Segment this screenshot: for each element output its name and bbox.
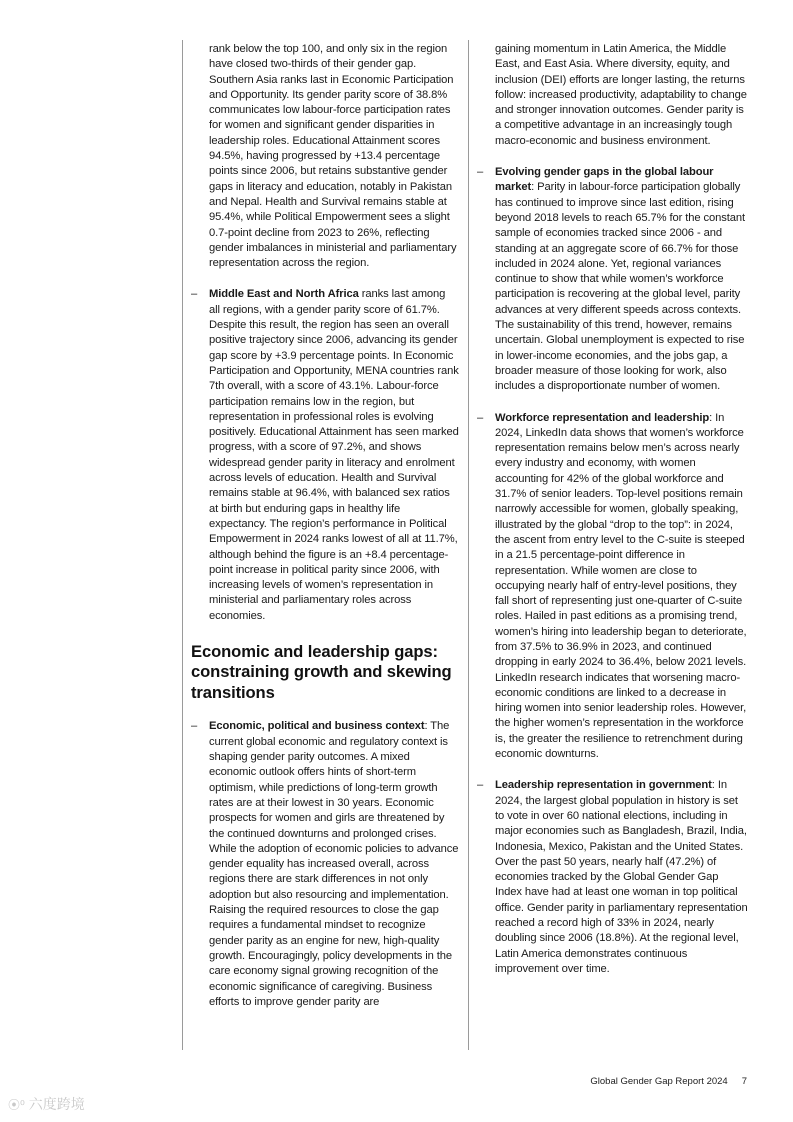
labour-market-title: Evolving gender gaps in the global labour market xyxy=(495,166,714,194)
section-heading: Economic and leadership gaps: constraining growth and skewing transitions xyxy=(191,641,452,702)
labour-market-bullet xyxy=(477,165,748,394)
economic-context-text: : The current global economic and regulatory context is shaping gender parity outcomes. A mixed economic outlook offers hints of short-term optimism, while predictions of long-term growth rates are at their lowest in 30 years. Economic prospects for women and girls are threatened by the continued downturns and prolonged crises. While the adoption of economic policies to advance gender equality has increased overall, across regions there are stark differences in not only adoption but also resourcing and implementation. Raising the required resources to close the gap requires a fundamental mindset to recognize gender parity as an engine for new, high-quality growth. Encouragingly, policy developments in the care economy signal growing recognition of the economic significance of caregiving. Business efforts to improve gender parity are xyxy=(209,720,459,1008)
bullet-dash: – xyxy=(191,720,198,733)
report-title: Global Gender Gap Report 2024 xyxy=(590,1076,728,1087)
workforce-title: Workforce representation and leadership xyxy=(495,411,710,424)
southern-asia-paragraph: rank below the top 100, and only six in the region have closed two-thirds of their gender gap. Southern Asia ranks last in Economic Participation and Opportunity. Its gender parity score of 38.8% communicates low labour-force participation rates for women and significant gender disparities in leadership roles. Educational Attainment scores 94.5%, having progressed by +13.4 percentage points since 2006, but retains substantive gender gaps in literacy and education, notably in Pakistan and Nepal. Health and Survival remains stable at 95.4%, while Political Empowerment sees a slight 0.7-point decline from 2023 to 26%, reflecting gender imbalances in ministerial and parliamentary representation across the region. xyxy=(209,43,457,270)
labour-market-text: : Parity in labour-force participation globally has continued to improve since last edition, rising beyond 2018 levels to reach 65.7% for the constant sample of economies tracked since 2006 - and standing at an aggregate score of 66.7% for those included in 2024 alone. Yet, regional variances continue to show that while women’s workforce participation is recovering at the global level, parity advances at very different speeds across contexts. The sustainability of this trend, however, remains uncertain. Global unemployment is expected to rise in lower-income economies, and the jobs gap, a broader measure of those looking for work, also includes a disproportionate number of women. xyxy=(495,181,745,393)
watermark xyxy=(8,1094,85,1114)
workforce-bullet xyxy=(477,411,748,763)
page-number: 7 xyxy=(741,1076,747,1087)
watermark-logo-icon: ⦿⁰ xyxy=(8,1098,25,1112)
bullet-dash: – xyxy=(477,411,484,424)
economic-context-bullet xyxy=(191,719,459,1010)
government-text: : In 2024, the largest global population in history is set to vote in over 60 national elections, including in major economies such as Bangladesh, Brazil, India, Indonesia, Mexico, Pakistan and the United States. Over the past 50 years, nearly half (47.2%) of economies tracked by the Global Gender Gap Index have had at least one woman in top political office. Gender parity in parliamentary representation reached a record high of 33% in 2024, nearly doubling since 2006 (18.8%). At the regional level, Latin America demonstrates continuous improvement over time. xyxy=(495,779,748,975)
workforce-text: : In 2024, LinkedIn data shows that women’s workforce representation remains below men’s across nearly every industry and economy, with women accounting for 42% of the global workforce and 31.7% of senior leaders. Top-level positions remain narrowly accessible for women, globally speaking, illustrated by the global “drop to the top”: in 2024, the ascent from entry level to the C-suite is steeped in a 21.5 percentage-point difference in representation. While women are close to occupying nearly half of entry-level positions, they fall short of representing just one-quarter of C-suite roles. Hailed in past editions as a promising trend, women’s hiring into leadership began to deteriorate, from 37.5% to 36.9% in 2023, and continued dropping in early 2024 to 36.4%, below 2021 levels. LinkedIn research indicates that worsening macro-economic conditions are linked to a decrease in hiring women into senior leadership roles. However, the higher women’s representation in the workforce is, the greater the resilience to retrenchment during economic downturns. xyxy=(495,411,747,761)
mena-bullet-text: ranks last among all regions, with a gender parity score of 61.7%. Despite this result, the region has seen an overall positive trajectory since 2006, advancing its gender gap score by +3.9 percentage points. In Economic Participation and Opportunity, MENA countries rank 7th overall, with a score of 43.1%. Labour-force participation remains low in the region, but representation in professional roles is evolving positively. Educational Attainment has seen marked progress, with a score of 97.2%, and shows widespread gender parity in literacy and enrolment across levels of education. Health and Survival remains stable at 96.4%, with balanced sex ratios at birth but enduring gaps in healthy life expectancy. The region’s performance in Political Empowerment in 2024 ranks lowest of all at 11.7%, although behind the figure is an +8.4 percentage-point increase in political parity since 2006, with increasing levels of women’s representation in ministerial and parliamentary roles across economies. xyxy=(209,288,459,622)
left-column-rule xyxy=(182,40,183,1050)
government-bullet xyxy=(477,778,748,977)
left-column xyxy=(191,42,459,1010)
dei-paragraph: gaining momentum in Latin America, the Middle East, and East Asia. Where diversity, equity, and inclusion (DEI) efforts are longer lasting, the returns follow: increased productivity, adaptability to change and stronger innovation outcomes. Gender parity is a competitive advantage in an increasingly tough macro-economic and business environment. xyxy=(495,43,747,147)
bullet-dash: – xyxy=(477,779,484,792)
bullet-dash: – xyxy=(477,166,484,179)
government-title: Leadership representation in government xyxy=(495,779,712,792)
mena-bullet xyxy=(191,287,459,624)
mena-bullet-title: Middle East and North Africa xyxy=(209,288,359,301)
page-footer xyxy=(590,1076,747,1087)
economic-context-title: Economic, political and business context xyxy=(209,720,425,733)
right-column-rule xyxy=(468,40,469,1050)
right-column xyxy=(477,42,748,977)
bullet-dash: – xyxy=(191,288,198,301)
watermark-text: 六度跨境 xyxy=(28,1096,85,1112)
